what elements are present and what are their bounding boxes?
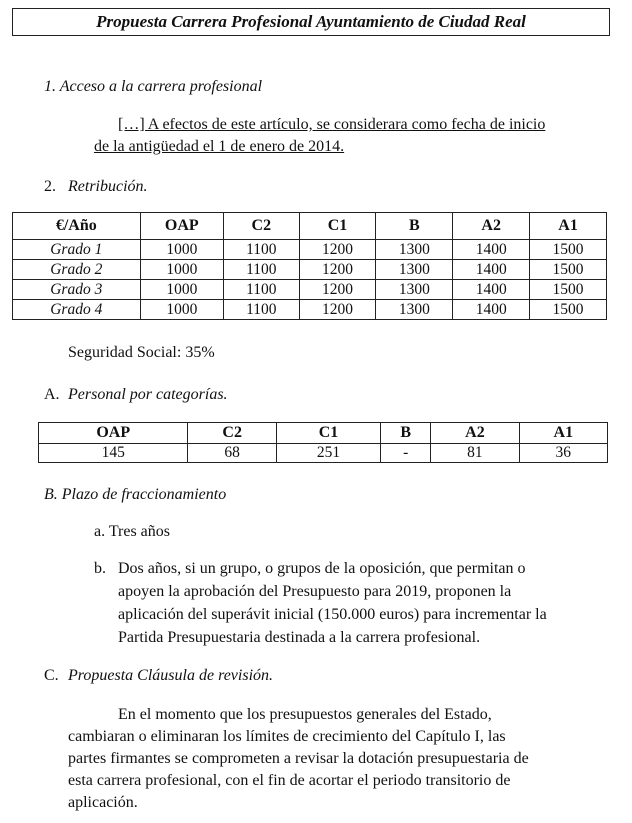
header-cell: A1 (519, 423, 607, 444)
table-cell: 1000 (140, 280, 224, 300)
section-b-item-b-line: Partida Presupuestaria destinada a la carrera profesional. (118, 629, 481, 646)
section-b-heading: B. Plazo de fraccionamiento (44, 486, 227, 503)
section-1-heading: 1. Acceso a la carrera profesional (44, 78, 263, 95)
section-2-number: 2. (44, 178, 56, 195)
section-b-item-b-marker: b. (94, 560, 106, 577)
header-cell: C1 (276, 423, 380, 444)
header-cell: €/Año (13, 213, 141, 240)
table-cell: 1500 (530, 240, 607, 260)
table-cell: 1200 (299, 260, 376, 280)
table-cell: 1100 (224, 240, 300, 260)
table-cell: 36 (519, 444, 607, 463)
section-1-line-2: de la antigüedad el 1 de enero de 2014. (94, 138, 345, 155)
table-cell: Grado 2 (13, 260, 141, 280)
header-cell: C1 (299, 213, 376, 240)
table-cell: 1300 (376, 280, 453, 300)
section-c-heading: Propuesta Cláusula de revisión. (68, 667, 274, 684)
table-cell: Grado 1 (13, 240, 141, 260)
table-cell: 1000 (140, 240, 224, 260)
header-cell: OAP (140, 213, 224, 240)
table-cell: 68 (188, 444, 276, 463)
section-2-heading: Retribución. (68, 178, 148, 195)
table-cell: 1400 (453, 260, 530, 280)
section-1-line-1: […] A efectos de este artículo, se considerara como fecha de inicio (118, 116, 546, 133)
table-cell: 1000 (140, 260, 224, 280)
section-c-line: En el momento que los presupuestos generales del Estado, (118, 706, 492, 723)
header-cell: C2 (188, 423, 276, 444)
table-cell: 1500 (530, 260, 607, 280)
retribution-table (12, 212, 607, 320)
table-cell: 251 (276, 444, 380, 463)
document-title (12, 8, 610, 36)
section-c-letter: C. (44, 667, 59, 684)
table-cell: 1200 (299, 280, 376, 300)
section-a-letter: A. (44, 386, 60, 403)
table-cell: 1100 (224, 280, 300, 300)
table-row (39, 444, 608, 463)
section-a-heading: Personal por categorías. (68, 386, 228, 403)
table-cell: 1100 (224, 300, 300, 320)
table-cell: 1300 (376, 300, 453, 320)
table-cell: 1300 (376, 240, 453, 260)
header-cell: A2 (431, 423, 519, 444)
table-cell: 1400 (453, 280, 530, 300)
table-cell: 1100 (224, 260, 300, 280)
section-c-line: partes firmantes se comprometen a revisar la dotación presupuestaria de (68, 750, 529, 767)
section-c-line: cambiaran o eliminaran los límites de crecimiento del Capítulo I, las (68, 728, 506, 745)
header-cell: A1 (530, 213, 607, 240)
table-row (13, 240, 607, 260)
section-c-line: esta carrera profesional, con el fin de acortar el periodo transitorio de (68, 772, 511, 789)
social-security-note: Seguridad Social: 35% (68, 344, 215, 361)
section-b-item-a: a. Tres años (94, 523, 171, 540)
table-cell: 1400 (453, 300, 530, 320)
header-cell: C2 (224, 213, 300, 240)
table-row (13, 280, 607, 300)
header-cell: B (376, 213, 453, 240)
section-c-line: aplicación. (68, 794, 138, 811)
section-b-item-b-line: aplicación del superávit inicial (150.000 euros) para incrementar la (118, 606, 547, 623)
table-cell: 1200 (299, 300, 376, 320)
table-cell: Grado 3 (13, 280, 141, 300)
header-cell: OAP (39, 423, 188, 444)
table-row (13, 260, 607, 280)
section-b-item-b-line: Dos años, si un grupo, o grupos de la oposición, que permitan o (118, 560, 526, 577)
document-title-text: Propuesta Carrera Profesional Ayuntamiento de Ciudad Real (96, 12, 526, 31)
table-cell: 1500 (530, 300, 607, 320)
table-cell: 1400 (453, 240, 530, 260)
table-cell: 81 (431, 444, 519, 463)
table-cell: Grado 4 (13, 300, 141, 320)
personnel-table-header-row (39, 423, 608, 444)
retribution-table-header-row (13, 213, 607, 240)
table-cell: 145 (39, 444, 188, 463)
header-cell: A2 (453, 213, 530, 240)
table-cell: 1500 (530, 280, 607, 300)
section-b-item-b-line: apoyen la aprobación del Presupuesto para 2019, proponen la (118, 583, 512, 600)
table-cell: 1200 (299, 240, 376, 260)
table-cell: 1300 (376, 260, 453, 280)
table-cell: 1000 (140, 300, 224, 320)
header-cell: B (381, 423, 431, 444)
table-row (13, 300, 607, 320)
table-cell: - (381, 444, 431, 463)
personnel-table (38, 422, 608, 463)
